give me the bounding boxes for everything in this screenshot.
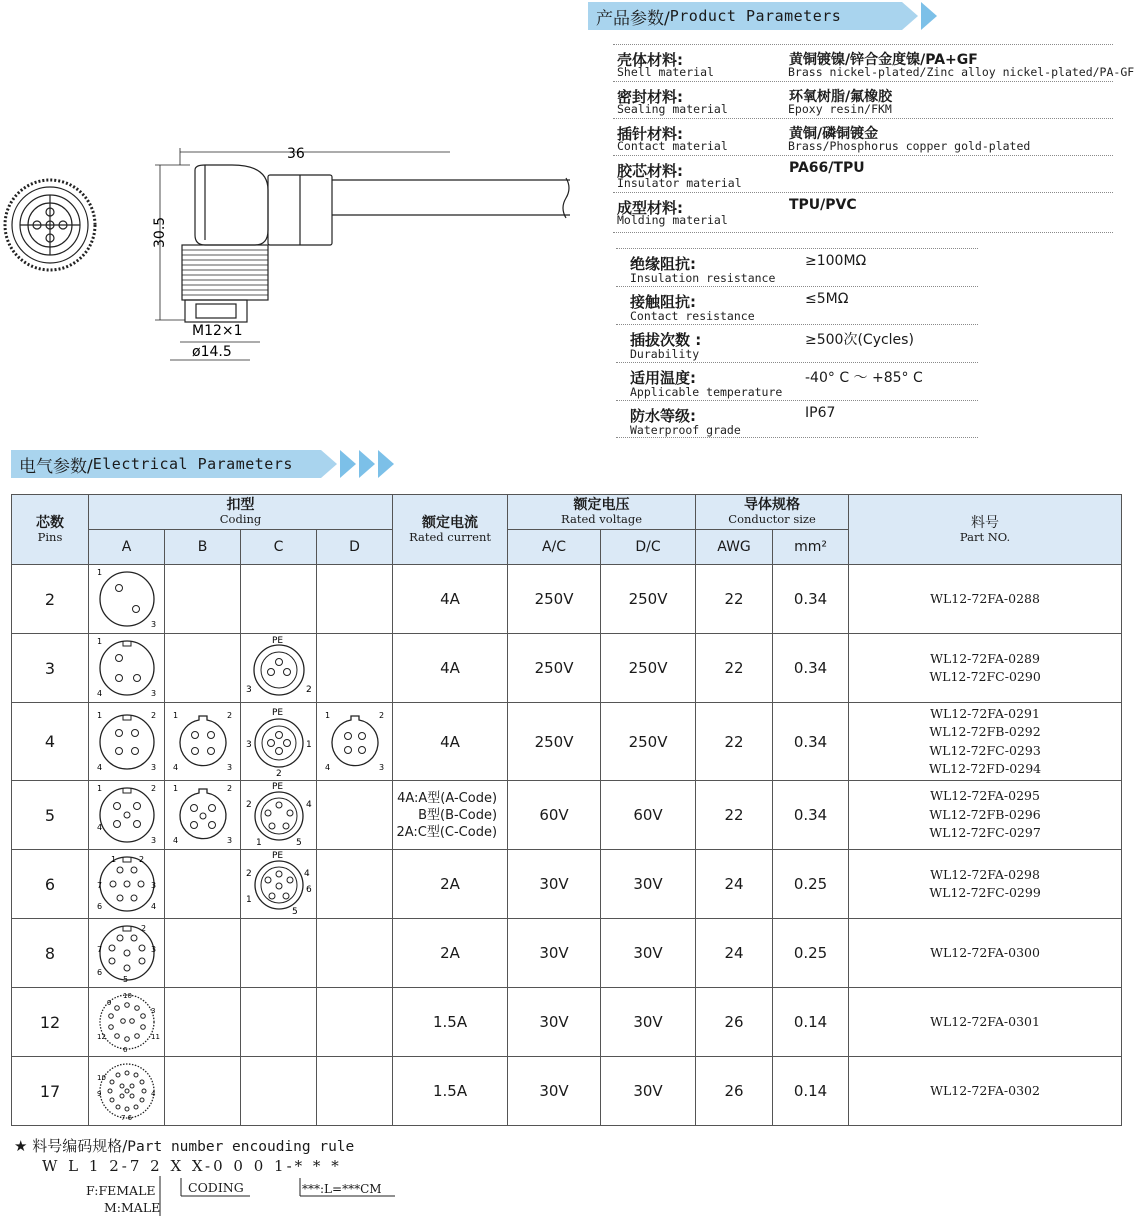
param-row — [616, 324, 978, 362]
pin-layout-12a-icon — [95, 991, 159, 1053]
param-label: 密封材料: — [617, 88, 683, 106]
table-row — [12, 919, 1122, 988]
param-row — [613, 192, 1113, 233]
svg-text:2: 2 — [140, 924, 146, 933]
header-part: 料号 Part NO. — [849, 495, 1122, 565]
coding-c-cell — [241, 850, 317, 919]
svg-text:3: 3 — [150, 620, 156, 629]
pin-layout-5a-icon — [95, 785, 159, 845]
param-label-en: Waterproof grade — [630, 423, 741, 437]
param-label-en: Sealing material — [617, 102, 728, 116]
header-coding-a: A — [89, 530, 165, 565]
table-row — [12, 781, 1122, 850]
svg-text:PE: PE — [271, 782, 283, 792]
coding-c-cell — [241, 634, 317, 703]
coding-c-cell — [241, 781, 317, 850]
table-row — [12, 703, 1122, 781]
svg-text:10: 10 — [122, 992, 132, 1000]
svg-text:3: 3 — [150, 762, 156, 772]
svg-text:1: 1 — [96, 568, 102, 577]
coding-c-cell — [241, 565, 317, 634]
param-row — [616, 362, 978, 400]
param-value-en: Brass nickel-plated/Zinc alloy nickel-plated/PA-GF — [788, 65, 1134, 79]
param-row — [616, 400, 978, 438]
svg-text:4: 4 — [172, 762, 178, 772]
svg-text:4: 4 — [324, 762, 330, 772]
param-value: ≥500次(Cycles) — [805, 332, 914, 348]
part-number: WL12-72FD-0294 — [928, 761, 1042, 776]
svg-text:7: 7 — [96, 945, 102, 954]
param-label-en: Shell material — [617, 65, 714, 79]
ac-cell: 250V — [508, 634, 601, 703]
svg-text:2: 2 — [245, 800, 252, 810]
param-label-en: Insulation resistance — [630, 271, 776, 285]
param-label-en: Insulator material — [617, 176, 742, 190]
star-icon: ★ — [14, 1137, 28, 1155]
part-number: WL12-72FA-0298 — [930, 866, 1040, 882]
svg-text:6: 6 — [96, 902, 102, 911]
dim-height: 30.5 — [152, 216, 168, 248]
part-number: WL12-72FA-0291 — [930, 705, 1040, 721]
rule-code: W L 1 2-7 2 X X-0 0 0 1-* * * — [42, 1157, 342, 1175]
table-row — [12, 988, 1122, 1057]
part-cell — [849, 634, 1122, 703]
awg-cell: 24 — [696, 919, 773, 988]
mm2-cell: 0.34 — [773, 781, 849, 850]
current-cell — [393, 781, 508, 850]
header-coding-d: D — [317, 530, 393, 565]
param-label: 防水等级: — [630, 407, 696, 425]
banner-title-zh: 产品参数/ — [596, 8, 670, 29]
svg-text:3: 3 — [226, 836, 232, 845]
svg-text:11: 11 — [150, 1033, 160, 1041]
ac-cell: 30V — [508, 919, 601, 988]
banner-title-en: Electrical Parameters — [92, 455, 293, 473]
pin-layout-6c-icon — [244, 852, 314, 916]
header-voltage: 额定电压 Rated voltage — [508, 495, 696, 530]
current-cell: 1.5A — [393, 1057, 508, 1126]
svg-text:4: 4 — [303, 869, 310, 879]
svg-text:1: 1 — [96, 637, 102, 646]
svg-text:10: 10 — [96, 1074, 106, 1082]
coding-b-cell — [165, 703, 241, 781]
param-label: 绝缘阻抗: — [630, 255, 696, 273]
header-coding-b: B — [165, 530, 241, 565]
pins-cell: 8 — [12, 919, 89, 988]
coding-c-cell — [241, 703, 317, 781]
mm2-cell: 0.14 — [773, 988, 849, 1057]
ac-cell: 30V — [508, 1057, 601, 1126]
awg-cell: 22 — [696, 781, 773, 850]
svg-text:9: 9 — [106, 999, 111, 1007]
header-current: 额定电流 Rated current — [393, 495, 508, 565]
svg-text:1: 1 — [172, 784, 178, 793]
table-row — [12, 1057, 1122, 1126]
table-row — [12, 565, 1122, 634]
svg-text:2: 2 — [226, 710, 232, 720]
coding-d-cell — [317, 781, 393, 850]
param-row — [613, 118, 1113, 155]
mm2-cell: 0.25 — [773, 919, 849, 988]
svg-text:6: 6 — [122, 1046, 127, 1054]
dim-diameter: ø14.5 — [192, 344, 232, 360]
rule-length: ***:L=***CM — [302, 1182, 382, 1196]
param-label: 插拔次数 : — [630, 331, 702, 349]
part-cell — [849, 781, 1122, 850]
param-label: 成型材料: — [617, 199, 683, 217]
svg-text:5: 5 — [295, 838, 302, 848]
param-label-en: Molding material — [617, 213, 728, 227]
param-value: -40° C ～ +85° C — [805, 370, 923, 386]
pin-layout-8a-icon — [95, 923, 159, 983]
mm2-cell: 0.34 — [773, 703, 849, 781]
pins-cell: 5 — [12, 781, 89, 850]
param-label-en: Contact material — [617, 139, 728, 153]
svg-text:4: 4 — [150, 902, 156, 911]
header-pins: 芯数 Pins — [12, 495, 89, 565]
part-cell — [849, 988, 1122, 1057]
current-note: B型(B-Code) — [418, 807, 498, 823]
part-cell — [849, 703, 1122, 781]
table-row — [12, 850, 1122, 919]
pin-layout-4c-icon — [244, 707, 314, 777]
svg-text:12: 12 — [96, 1033, 106, 1041]
header-coding: 扣型 Coding — [89, 495, 393, 530]
svg-text:PE: PE — [271, 707, 283, 718]
coding-b-cell — [165, 850, 241, 919]
param-value: ≥100MΩ — [805, 253, 867, 269]
current-cell: 4A — [393, 565, 508, 634]
pins-cell: 12 — [12, 988, 89, 1057]
coding-a-cell — [89, 1057, 165, 1126]
coding-b-cell — [165, 634, 241, 703]
header-coding-c: C — [241, 530, 317, 565]
svg-text:9: 9 — [96, 1090, 101, 1098]
svg-text:2: 2 — [275, 768, 282, 779]
current-cell: 2A — [393, 850, 508, 919]
part-number: WL12-72FB-0296 — [929, 806, 1041, 822]
awg-cell: 26 — [696, 988, 773, 1057]
dc-cell: 30V — [601, 988, 696, 1057]
coding-a-cell — [89, 703, 165, 781]
part-number: WL12-72FC-0297 — [929, 825, 1041, 841]
awg-cell: 22 — [696, 703, 773, 781]
awg-cell: 26 — [696, 1057, 773, 1126]
part-cell — [849, 919, 1122, 988]
ac-cell: 250V — [508, 703, 601, 781]
coding-b-cell — [165, 781, 241, 850]
coding-a-cell — [89, 919, 165, 988]
param-value: IP67 — [805, 405, 836, 421]
svg-text:5: 5 — [122, 975, 128, 984]
coding-d-cell — [317, 703, 393, 781]
dc-cell: 250V — [601, 565, 696, 634]
coding-b-cell — [165, 919, 241, 988]
coding-d-cell — [317, 1057, 393, 1126]
coding-d-cell — [317, 634, 393, 703]
param-label-en: Contact resistance — [630, 309, 755, 323]
front-view-icon — [5, 180, 95, 270]
dc-cell: 30V — [601, 919, 696, 988]
electrical-params-banner — [11, 450, 394, 478]
param-value: PA66/TPU — [789, 160, 865, 176]
banner-title-en: Product Parameters — [669, 7, 842, 25]
banner-title-zh: 电气参数/ — [19, 456, 93, 477]
svg-text:1: 1 — [245, 895, 252, 905]
current-cell: 1.5A — [393, 988, 508, 1057]
part-number: WL12-72FA-0289 — [930, 650, 1040, 666]
part-number: WL12-72FA-0295 — [930, 788, 1040, 804]
param-row — [613, 44, 1134, 81]
pins-cell: 4 — [12, 703, 89, 781]
coding-d-cell — [317, 919, 393, 988]
header-dc: D/C — [601, 530, 696, 565]
svg-text:2: 2 — [245, 869, 252, 879]
svg-text:PE: PE — [271, 636, 283, 646]
header-mm2: mm² — [773, 530, 849, 565]
awg-cell: 24 — [696, 850, 773, 919]
part-number: WL12-72FA-0288 — [930, 590, 1040, 606]
pin-layout-4b-icon — [171, 712, 235, 772]
svg-text:2: 2 — [150, 710, 156, 720]
ac-cell: 30V — [508, 850, 601, 919]
coding-d-cell — [317, 988, 393, 1057]
current-cell: 2A — [393, 919, 508, 988]
pin-layout-17a-icon — [95, 1060, 159, 1122]
dim-length: 36 — [287, 146, 305, 162]
param-label-en: Applicable temperature — [630, 385, 783, 399]
svg-text:3: 3 — [245, 685, 252, 695]
ac-cell: 60V — [508, 781, 601, 850]
part-cell — [849, 565, 1122, 634]
svg-text:2: 2 — [138, 855, 144, 864]
coding-b-cell — [165, 988, 241, 1057]
pins-cell: 2 — [12, 565, 89, 634]
dc-cell: 30V — [601, 850, 696, 919]
svg-text:1: 1 — [96, 710, 102, 720]
rule-title-en: Part number encouding rule — [127, 1139, 355, 1155]
pin-layout-4a-icon — [95, 712, 159, 772]
coding-a-cell — [89, 988, 165, 1057]
header-ac: A/C — [508, 530, 601, 565]
part-number: WL12-72FB-0292 — [929, 724, 1041, 739]
svg-text:3: 3 — [245, 739, 252, 750]
mm2-cell: 0.34 — [773, 634, 849, 703]
svg-text:PE: PE — [271, 851, 283, 861]
coding-c-cell — [241, 1057, 317, 1126]
pins-cell: 3 — [12, 634, 89, 703]
dc-cell: 250V — [601, 703, 696, 781]
chevron-right-icon — [378, 450, 394, 478]
param-label: 胶芯材料: — [617, 162, 683, 180]
part-number: WL12-72FA-0301 — [930, 1013, 1040, 1029]
svg-text:7 6: 7 6 — [120, 1114, 132, 1122]
table-row — [12, 634, 1122, 703]
svg-text:2: 2 — [378, 710, 384, 720]
param-value: ≤5MΩ — [805, 291, 849, 307]
svg-text:3: 3 — [150, 881, 156, 890]
pins-cell: 17 — [12, 1057, 89, 1126]
header-awg: AWG — [696, 530, 773, 565]
pin-layout-6a-icon — [95, 854, 159, 914]
svg-text:1: 1 — [110, 855, 116, 864]
chevron-right-icon — [340, 450, 356, 478]
product-params-banner — [588, 2, 937, 30]
dim-thread: M12×1 — [192, 323, 243, 339]
svg-text:5: 5 — [291, 907, 298, 917]
svg-text:4: 4 — [172, 836, 178, 845]
coding-b-cell — [165, 1057, 241, 1126]
param-value-en: Brass/Phosphorus copper gold-plated — [788, 139, 1031, 153]
ac-cell: 250V — [508, 565, 601, 634]
svg-text:3: 3 — [378, 762, 384, 772]
pin-layout-3c-icon — [244, 636, 314, 700]
svg-text:1: 1 — [324, 710, 330, 720]
coding-a-cell — [89, 850, 165, 919]
dc-cell: 250V — [601, 634, 696, 703]
part-number: WL12-72FC-0299 — [929, 885, 1041, 900]
part-number: WL12-72FA-0302 — [930, 1082, 1040, 1098]
coding-c-cell — [241, 919, 317, 988]
current-cell: 4A — [393, 703, 508, 781]
current-note: 4A:A型(A-Code) — [397, 790, 498, 806]
svg-text:3: 3 — [150, 945, 156, 954]
part-number: WL12-72FC-0290 — [929, 669, 1041, 684]
part-cell — [849, 1057, 1122, 1126]
param-label-en: Durability — [630, 347, 700, 361]
param-value: TPU/PVC — [789, 197, 857, 213]
pin-layout-5b-icon — [171, 785, 235, 845]
svg-text:7: 7 — [96, 881, 102, 890]
svg-text:4: 4 — [96, 689, 102, 698]
part-cell — [849, 850, 1122, 919]
ac-cell: 30V — [508, 988, 601, 1057]
param-label: 插针材料: — [617, 125, 683, 143]
svg-text:4: 4 — [96, 762, 102, 772]
param-row — [613, 81, 1113, 118]
coding-a-cell — [89, 565, 165, 634]
param-row — [616, 286, 978, 324]
svg-text:1: 1 — [96, 784, 102, 793]
pins-cell: 6 — [12, 850, 89, 919]
header-conductor: 导体规格 Conductor size — [696, 495, 849, 530]
chevron-right-icon — [359, 450, 375, 478]
mm2-cell: 0.25 — [773, 850, 849, 919]
pin-layout-3a-icon — [95, 638, 159, 698]
svg-text:2: 2 — [226, 784, 232, 793]
param-row — [616, 248, 978, 286]
param-row — [613, 155, 1113, 192]
current-note: 2A:C型(C-Code) — [396, 824, 498, 840]
coding-a-cell — [89, 634, 165, 703]
svg-text:6: 6 — [305, 885, 312, 895]
electrical-table — [11, 494, 1122, 1126]
svg-text:1: 1 — [305, 739, 312, 750]
svg-text:2: 2 — [305, 685, 312, 695]
awg-cell: 22 — [696, 565, 773, 634]
param-label: 壳体材料: — [617, 51, 683, 69]
coding-d-cell — [317, 850, 393, 919]
param-label: 接触阻抗: — [630, 293, 696, 311]
mm2-cell: 0.34 — [773, 565, 849, 634]
part-number: WL12-72FA-0300 — [930, 944, 1040, 960]
svg-text:3: 3 — [150, 836, 156, 845]
param-value: 环氧树脂/氟橡胶 — [789, 89, 893, 105]
svg-text:1: 1 — [172, 710, 178, 720]
chevron-right-icon — [921, 2, 937, 30]
coding-a-cell — [89, 781, 165, 850]
param-label: 适用温度: — [630, 369, 696, 387]
param-value-en: Epoxy resin/FKM — [788, 102, 892, 116]
rule-title — [14, 1135, 354, 1156]
svg-text:2: 2 — [150, 784, 156, 793]
coding-b-cell — [165, 565, 241, 634]
svg-text:3: 3 — [150, 689, 156, 698]
rule-coding: CODING — [188, 1180, 244, 1195]
rule-female: F:FEMALE — [86, 1183, 156, 1198]
svg-text:3: 3 — [226, 762, 232, 772]
svg-text:4: 4 — [150, 1090, 155, 1098]
dc-cell: 60V — [601, 781, 696, 850]
rule-brackets — [0, 1166, 400, 1226]
dc-cell: 30V — [601, 1057, 696, 1126]
pin-layout-4d-icon — [323, 712, 387, 772]
rule-male: M:MALE — [104, 1200, 161, 1215]
svg-text:3: 3 — [150, 1007, 155, 1015]
current-cell: 4A — [393, 634, 508, 703]
awg-cell: 22 — [696, 634, 773, 703]
pin-layout-2-icon — [95, 569, 159, 629]
mm2-cell: 0.14 — [773, 1057, 849, 1126]
param-value: 黄铜镀镍/锌合金度镍/PA+GF — [789, 52, 978, 68]
rule-title-zh: 料号编码规格/ — [32, 1137, 128, 1155]
svg-text:4: 4 — [96, 823, 102, 832]
part-number: WL12-72FC-0293 — [929, 742, 1041, 758]
param-value: 黄铜/磷铜镀金 — [789, 126, 879, 142]
coding-c-cell — [241, 988, 317, 1057]
svg-text:6: 6 — [96, 968, 102, 977]
pin-layout-5c-icon — [244, 783, 314, 847]
svg-text:4: 4 — [305, 800, 312, 810]
coding-d-cell — [317, 565, 393, 634]
svg-text:1: 1 — [255, 838, 262, 848]
